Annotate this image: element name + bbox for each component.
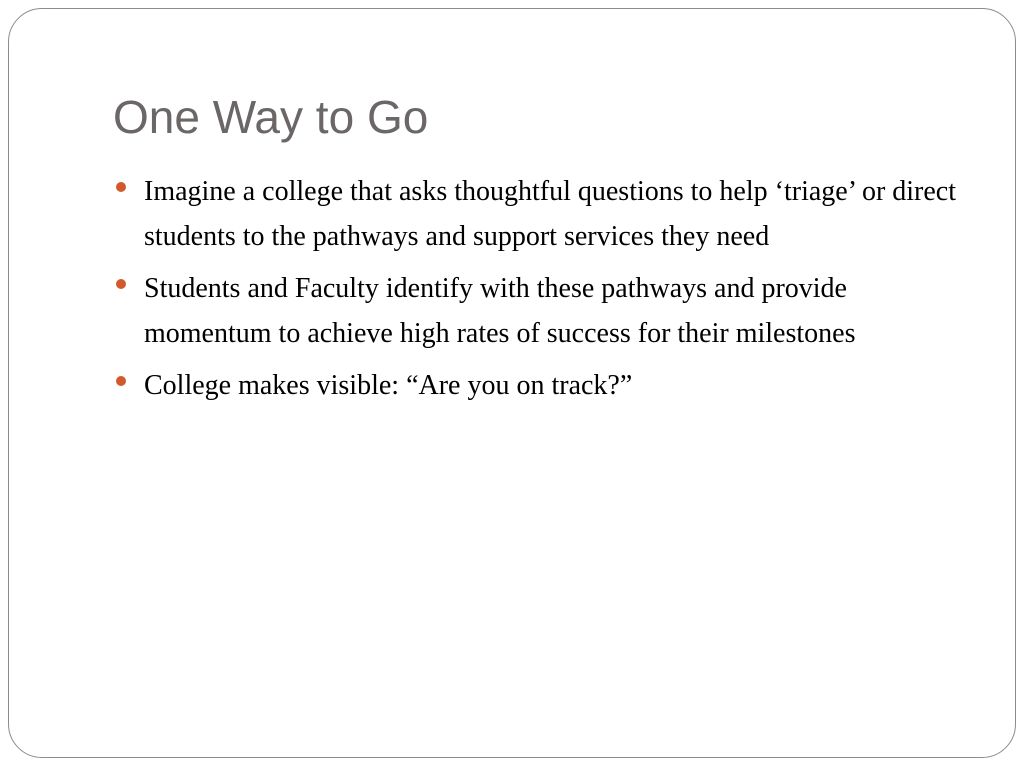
- bullet-dot-icon: [116, 279, 126, 289]
- bullet-item-1: [116, 170, 966, 259]
- slide-title: One Way to Go: [113, 91, 429, 143]
- bullet-item-2: [116, 267, 966, 356]
- bullet-list: [116, 170, 966, 417]
- bullet-dot-icon: [116, 182, 126, 192]
- bullet-dot-icon: [116, 376, 126, 386]
- bullet-item-3: [116, 364, 966, 409]
- bullet-text: Students and Faculty identify with these pathways and provide momentum to achieve high rates of success for their milestones: [144, 273, 856, 349]
- bullet-text: College makes visible: “Are you on track?”: [144, 370, 633, 401]
- bullet-text: Imagine a college that asks thoughtful questions to help ‘triage’ or direct students to the pathways and support services they need: [144, 176, 957, 252]
